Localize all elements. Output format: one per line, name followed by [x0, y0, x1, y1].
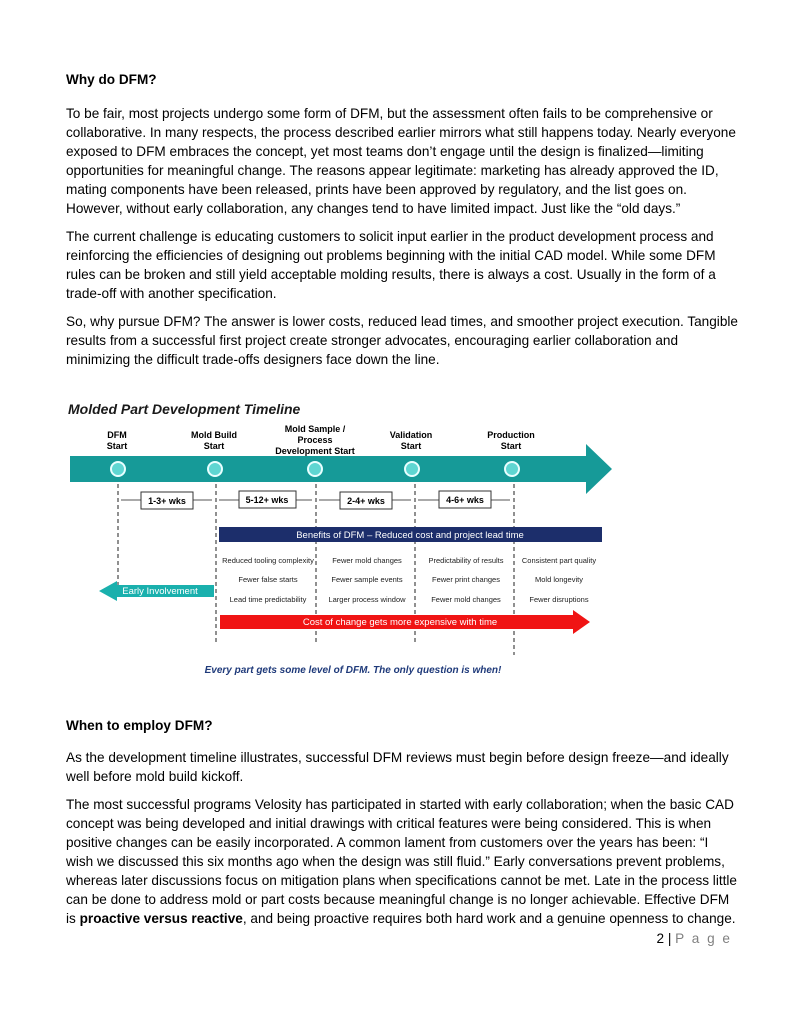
milestone-markers: [118, 484, 514, 655]
page-footer: [657, 931, 733, 946]
paragraph: As the development timeline illustrates, successful DFM reviews must begin before design freeze—and ideally well before mold build kickoff.: [66, 750, 729, 784]
milestone-label: Production: [487, 430, 535, 440]
milestone-label: Start: [106, 441, 128, 451]
paragraph: [66, 795, 738, 928]
footer-separator: |: [667, 931, 672, 946]
cost-arrow-label: Cost of change gets more expensive with time: [302, 617, 498, 628]
paragraph-text: The most successful programs Velosity has participated in started with early collaboration; when the basic CAD concept was being developed and initial drawings with critical features were being considered. This is when positive changes can be easily incorporated. A common lament from customers over the years has been: “I wish we discussed this six months ago when the design was still fluid.” Early conversations prevent problems, whereas later discussions focus on mitigation plans when specifications cannot be met. Late in the process little can be done to address mold or part costs because meaningful change is no longer achievable. Effective DFM is: [66, 797, 737, 926]
milestone-labels: [107, 424, 535, 456]
paragraph: The current challenge is educating customers to solicit input earlier in the product development process and reinforcing the efficiencies of designing out problems beginning with the initial CAD model. While some DFM rules can be broken and still yield acceptable molding results, there is always a cost. Usually in the form of a trade-off with another specification.: [66, 229, 716, 301]
duration-label: 5-12+ wks: [245, 495, 289, 505]
milestone-label: Process: [297, 435, 333, 445]
milestone-label: Development Start: [275, 446, 355, 456]
milestone-label: DFM: [107, 430, 127, 440]
milestone-dot: [208, 462, 222, 476]
benefit-item: Consistent part quality: [521, 556, 597, 565]
benefit-item: Lead time predictability: [229, 595, 307, 604]
benefit-item: Predictability of results: [428, 556, 504, 565]
benefit-item: Fewer mold changes: [332, 556, 402, 565]
milestone-label: Mold Build: [191, 430, 237, 440]
benefits-banner-text: Benefits of DFM – Reduced cost and project lead time: [296, 530, 524, 541]
milestone-label: Start: [400, 441, 422, 451]
milestone-label: Mold Sample /: [284, 424, 346, 434]
early-involvement-label: Early Involvement: [122, 586, 198, 597]
milestone-label: Validation: [389, 430, 433, 440]
milestone-dot: [405, 462, 419, 476]
benefit-item: Fewer print changes: [432, 575, 500, 584]
duration-label: 4-6+ wks: [446, 495, 484, 505]
milestone-dot: [308, 462, 322, 476]
benefit-item: Fewer sample events: [331, 575, 403, 584]
duration-label: 1-3+ wks: [148, 496, 186, 506]
paragraph-text: , and being proactive requires both hard work and a genuine openness to change.: [242, 911, 736, 926]
benefit-columns: [222, 556, 596, 604]
page-number: 2: [656, 931, 665, 946]
benefit-item: Mold longevity: [535, 575, 583, 584]
timeline-title: Molded Part Development Timeline: [68, 401, 301, 417]
section-heading-when: When to employ DFM?: [66, 718, 213, 733]
benefit-item: Reduced tooling complexity: [222, 556, 314, 565]
timeline-caption: Every part gets some level of DFM. The only question is when!: [204, 665, 502, 676]
paragraph: So, why pursue DFM? The answer is lower costs, reduced lead times, and smoother project execution. Tangible results from a successful first project create stronger advocates, encouraging earlier collaboration and minimizing the difficult trade-offs designers face down the line.: [66, 314, 738, 367]
milestone-dot: [111, 462, 125, 476]
page-label: P a g e: [675, 931, 732, 946]
benefit-item: Fewer mold changes: [431, 595, 501, 604]
milestone-dot: [505, 462, 519, 476]
benefit-item: Fewer false starts: [238, 575, 298, 584]
benefit-item: Larger process window: [328, 595, 406, 604]
section-when-body: [66, 748, 738, 928]
milestone-label: Start: [203, 441, 225, 451]
benefit-item: Fewer disruptions: [529, 595, 589, 604]
section-heading-why: Why do DFM?: [66, 72, 157, 87]
emphasis-text: proactive versus reactive: [79, 911, 243, 926]
paragraph: To be fair, most projects undergo some form of DFM, but the assessment often fails to be comprehensive or collaborative. In many respects, the process described earlier mirrors what still happens today. Nearly everyone exposed to DFM embraces the concept, yet most teams don’t engage until the design is finalized—limiting opportunities for meaningful change. The reasons appear legitimate: marketing has already approved the ID, mating components have been released, prints have been approved by regulatory, and the list goes on. However, without early collaboration, any changes tend to have limited impact. Just like the “old days.”: [66, 106, 736, 216]
milestone-label: Start: [500, 441, 522, 451]
duration-label: 2-4+ wks: [347, 496, 385, 506]
